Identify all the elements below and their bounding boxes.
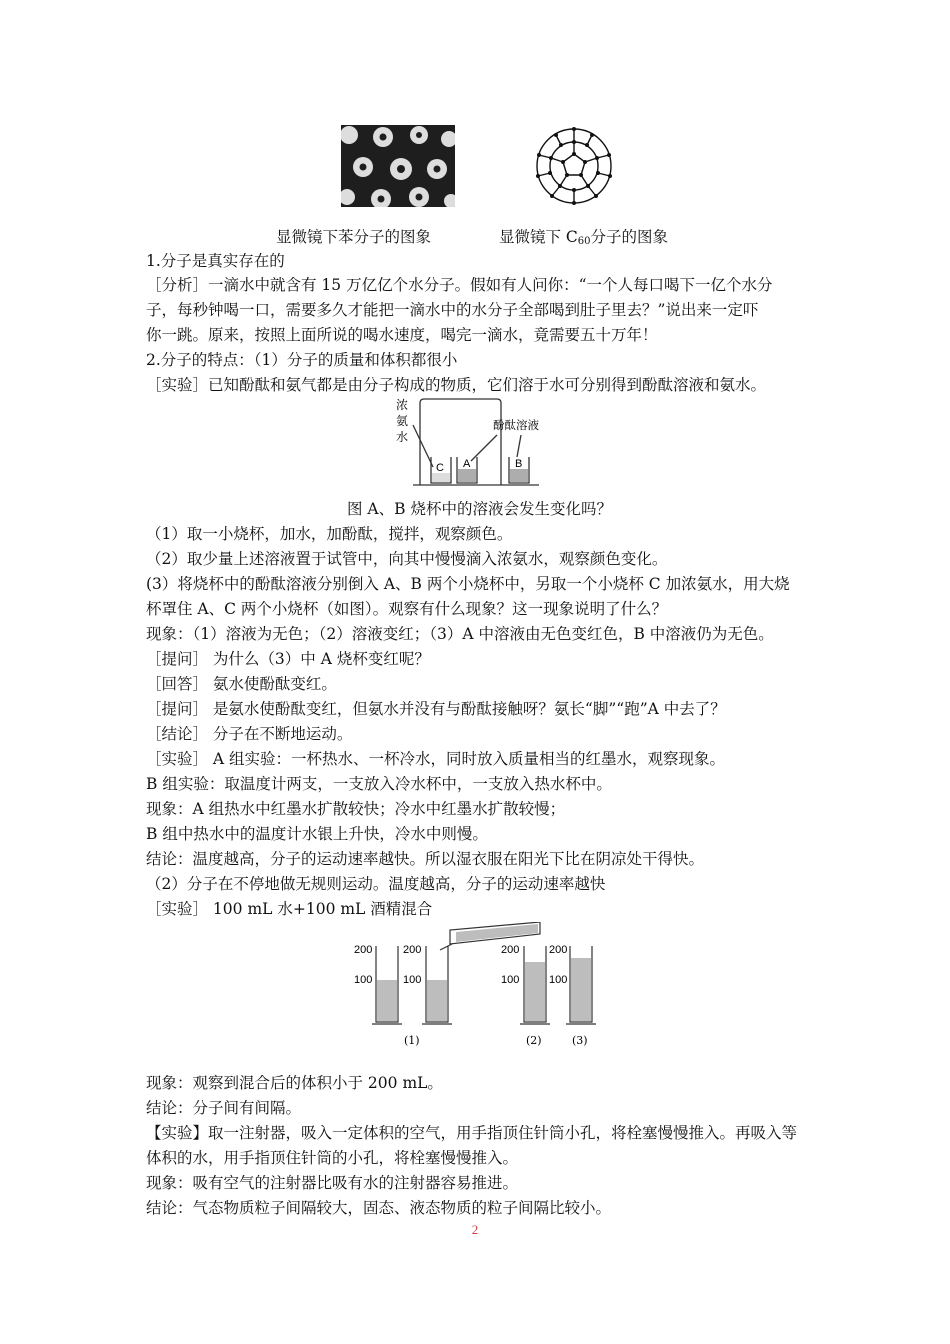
beaker-figure-caption: 图 A、B 烧杯中的溶液会发生变化吗？ bbox=[347, 500, 612, 518]
beaker-c-label: C bbox=[436, 462, 444, 474]
text-line: B 组实验：取温度计两支，一支放入冷水杯中，一支放入热水杯中。 bbox=[146, 775, 612, 793]
text-line: 【实验】取一注射器，吸入一定体积的空气，用手指顶住针筒小孔，将栓塞慢慢推入。再吸入等 bbox=[146, 1124, 798, 1142]
text-line: B 组中热水中的温度计水银上升快，冷水中则慢。 bbox=[146, 825, 488, 843]
beaker-b-label: B bbox=[515, 458, 523, 470]
text-line: 结论：温度越高，分子的运动速率越快。所以湿衣服在阳光下比在阴凉处干得快。 bbox=[146, 850, 705, 868]
ammonia-label-2: 氨 bbox=[396, 414, 409, 428]
text-line: 子，每秒钟喝一口，需要多久才能把一滴水中的水分子全部喝到肚子里去？”说出来一定吓 bbox=[146, 301, 759, 319]
cyl1b-100-label: 100 bbox=[403, 974, 422, 986]
cyl-label-1: (1) bbox=[404, 1034, 420, 1047]
benzene-caption: 显微镜下苯分子的图象 bbox=[276, 228, 432, 246]
text-line: ［实验］ 100 mL 水+100 mL 酒精混合 bbox=[146, 900, 433, 918]
c60-caption bbox=[499, 225, 668, 254]
text-line: ［实验］ A 组实验：一杯热水、一杯冷水，同时放入质量相当的红墨水，观察现象。 bbox=[146, 750, 726, 768]
cyl-label-2: (2) bbox=[526, 1034, 542, 1047]
text-line: 体积的水，用手指顶住针筒的小孔，将栓塞慢慢推入。 bbox=[146, 1149, 519, 1167]
cyl2-100-label: 100 bbox=[501, 974, 520, 986]
graduated-cylinders-figure bbox=[352, 922, 602, 1050]
benzene-microscope-image bbox=[341, 125, 455, 207]
text-line: 你一跳。原来，按照上面所说的喝水速度，喝完一滴水，竟需要五十万年！ bbox=[146, 326, 658, 344]
phenol-label: 酚酞溶液 bbox=[493, 418, 539, 432]
text-line: 现象：观察到混合后的体积小于 200 mL。 bbox=[146, 1074, 443, 1092]
cyl1-100-label: 100 bbox=[354, 974, 373, 986]
text-line: ［回答］ 氨水使酚酞变红。 bbox=[146, 675, 337, 693]
text-line: （2）取少量上述溶液置于试管中，向其中慢慢滴入浓氨水，观察颜色变化。 bbox=[146, 550, 668, 568]
text-line: 1.分子是真实存在的 bbox=[146, 252, 285, 270]
ammonia-phenolphthalein-beaker-figure bbox=[393, 395, 553, 487]
text-line: ［结论］ 分子在不断地运动。 bbox=[146, 725, 353, 743]
text-line: 杯罩住 A、C 两个小烧杯（如图）。观察有什么现象？这一现象说明了什么？ bbox=[146, 600, 668, 618]
text-line: 现象：吸有空气的注射器比吸有水的注射器容易推进。 bbox=[146, 1174, 519, 1192]
text-line: （2）分子在不停地做无规则运动。温度越高，分子的运动速率越快 bbox=[146, 875, 606, 893]
cyl2-200-label: 200 bbox=[501, 944, 520, 956]
text-line: 现象：A 组热水中红墨水扩散较快；冷水中红墨水扩散较慢； bbox=[146, 800, 566, 818]
text-line: 现象：（1）溶液为无色；（2）溶液变红；（3）A 中溶液由无色变红色，B 中溶液仍为无色。 bbox=[146, 625, 774, 643]
cyl1b-200-label: 200 bbox=[403, 944, 422, 956]
text-line: 结论：分子间有间隔。 bbox=[146, 1099, 302, 1117]
text-line: （1）取一小烧杯，加水，加酚酞，搅拌，观察颜色。 bbox=[146, 525, 513, 543]
text-line: ［实验］已知酚酞和氨气都是由分子构成的物质，它们溶于水可分别得到酚酞溶液和氨水。 bbox=[146, 376, 767, 394]
text-line: 结论：气态物质粒子间隔较大，固态、液态物质的粒子间隔比较小。 bbox=[146, 1199, 612, 1217]
c60-caption-suffix: 分子的图象 bbox=[590, 228, 669, 246]
c60-caption-prefix: 显微镜下 C bbox=[499, 228, 578, 246]
ammonia-label-3: 水 bbox=[396, 430, 409, 444]
page-number: 2 bbox=[471, 1222, 479, 1237]
cyl1-200-label: 200 bbox=[354, 944, 373, 956]
cyl3-200-label: 200 bbox=[549, 944, 568, 956]
text-line: ［提问］ 为什么（3）中 A 烧杯变红呢？ bbox=[146, 650, 430, 668]
text-line: (3）将烧杯中的酚酞溶液分别倒入 A、B 两个小烧杯中，另取一个小烧杯 C 加浓氨水，用大烧 bbox=[146, 575, 790, 593]
c60-molecule-image bbox=[531, 123, 617, 209]
text-line: 2.分子的特点：（1）分子的质量和体积都很小 bbox=[146, 351, 458, 369]
text-line: ［分析］一滴水中就含有 15 万亿亿个水分子。假如有人问你：“一个人每口喝下一亿个水分 bbox=[146, 276, 773, 294]
beaker-a-label: A bbox=[463, 458, 471, 470]
text-line: ［提问］ 是氨水使酚酞变红，但氨水并没有与酚酞接触呀？氨长“脚”“跑”A 中去了？ bbox=[146, 700, 726, 718]
c60-caption-subscript: 60 bbox=[577, 236, 591, 247]
cyl3-100-label: 100 bbox=[549, 974, 568, 986]
cyl-label-3: (3) bbox=[572, 1034, 588, 1047]
ammonia-label-1: 浓 bbox=[396, 398, 409, 412]
